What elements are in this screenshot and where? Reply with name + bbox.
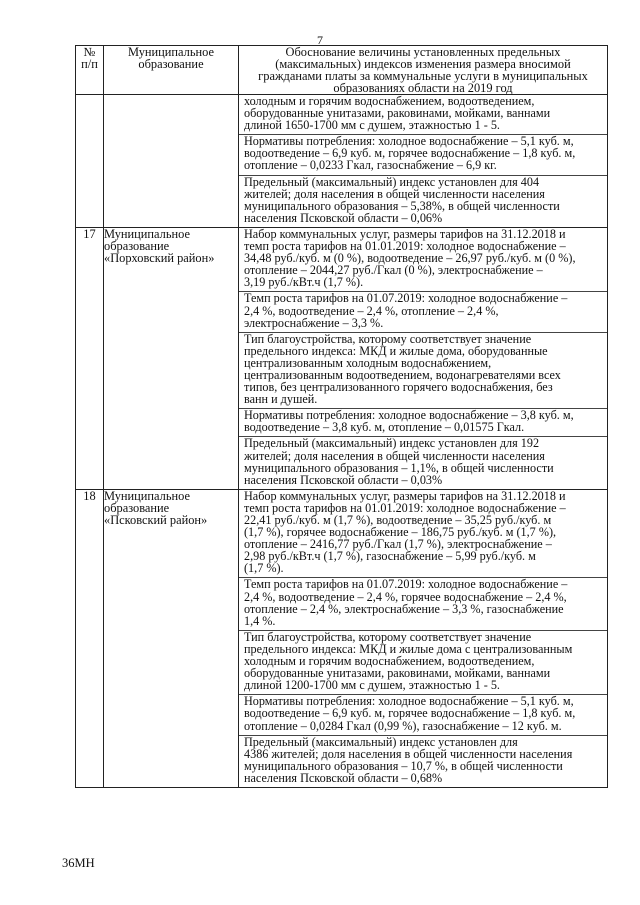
basis-paragraph: Нормативы потребления: холодное водоснабжение – 5,1 куб. м, водоотведение – 6,9 куб. м, горячее водоснабжение – 1,8 куб. м, отопление – 0,0233 Гкал, газоснабжение – 6,9 кг. (239, 135, 607, 175)
basis-paragraph: Темп роста тарифов на 01.07.2019: холодное водоснабжение – 2,4 %, водоотведение – 2,4 %, отопление – 2,4 %, электроснабжение – 3,3 %. (239, 292, 607, 332)
row-number: 17 (76, 227, 104, 489)
header-municipality: Муниципальное образование (104, 46, 239, 95)
header-basis: Обоснование величины установленных предельных (максимальных) индексов изменения размера вносимой гражданами платы за коммунальные услуги в муниципальных образованиях области на 2019 год (239, 46, 608, 95)
row-number: 18 (76, 489, 104, 787)
table-row-continuation (76, 95, 608, 228)
row-number-cell (76, 95, 104, 228)
basis-paragraph: Набор коммунальных услуг, размеры тарифов на 31.12.2018 и темп роста тарифов на 01.01.2019: холодное водоснабжение – 34,48 руб./куб. м (0 %), водоотведение – 26,97 руб./куб. м (0 %), отопление – 2044,27 руб./Гкал (0 %), электроснабжение – 3,19 руб./кВт.ч (1,7 %). (239, 228, 607, 292)
basis-paragraph: Нормативы потребления: холодное водоснабжение – 3,8 куб. м, водоотведение – 3,8 куб. м, отопление – 0,01575 Гкал. (239, 409, 607, 437)
basis-paragraph: Предельный (максимальный) индекс установлен для 404 жителей; доля населения в общей численности населения муниципального образования – 5,38%, в общей численности населения Псковской области – 0,06% (244, 174, 560, 225)
table-row-17 (76, 227, 608, 489)
table-header-row (76, 46, 608, 95)
basis-paragraph: Тип благоустройства, которому соответствует значение предельного индекса: МКД и жилые дома, оборудованные централизованным холодным водоснабжением, централизованным водоотведением, водонагревателями всех типов, без централизованного горячего водоснабжения, без ванн и душей. (239, 333, 607, 410)
footer-code: 36МН (62, 856, 95, 870)
header-number: № п/п (76, 46, 104, 95)
basis-paragraph: Предельный (максимальный) индекс установлен для 4386 жителей; доля населения в общей численности населения муниципального образования – 10,7 %, в общей численности населения Псковской области – 0,68% (244, 734, 573, 785)
basis-cell (239, 227, 608, 489)
basis-cell (239, 95, 608, 228)
page-number: 7 (317, 33, 323, 47)
basis-paragraph: Нормативы потребления: холодное водоснабжение – 5,1 куб. м, водоотведение – 6,9 куб. м, горячее водоснабжение – 1,8 куб. м, отопление – 0,0284 Гкал (0,99 %), газоснабжение – 12 куб. м. (239, 695, 607, 735)
basis-cell (239, 489, 608, 787)
table-row-18 (76, 489, 608, 787)
municipality-name: Муниципальное образование «Псковский район» (104, 489, 239, 787)
basis-paragraph: Темп роста тарифов на 01.07.2019: холодное водоснабжение – 2,4 %, водоотведение – 2,4 %, горячее водоснабжение – 2,4 %, отопление – 2,4 %, электроснабжение – 3,3 %, газоснабжение 1,4 %. (239, 578, 607, 630)
basis-paragraph: Набор коммунальных услуг, размеры тарифов на 31.12.2018 и темп роста тарифов на 01.01.2019: холодное водоснабжение – 22,41 руб./куб. м (1,7 %), водоотведение – 35,25 руб./куб. м (1,7 %), горячее водоснабжение – 186,75 руб./куб. м (1,7 %), отопление – 2416,77 руб./Гкал (1,7 %), электроснабжение – 2,98 руб./кВт.ч (1,7 %), газоснабжение – 5,99 руб./куб. м (1,7 %). (239, 490, 607, 579)
municipality-cell (104, 95, 239, 228)
basis-paragraph: Предельный (максимальный) индекс установлен для 192 жителей; доля населения в общей численности населения муниципального образования – 1,1%, в общей численности населения Псковской области – 0,03% (244, 436, 554, 487)
tariff-index-table (75, 45, 608, 788)
basis-paragraph: Тип благоустройства, которому соответствует значение предельного индекса: МКД и жилые дома с централизованным холодным и горячим водоснабжением, водоотведением, оборудованные унитазами, раковинами, мойками, ваннами длиной 1200-1700 мм с душем, этажностью 1 - 5. (239, 631, 607, 695)
municipality-name: Муниципальное образование «Порховский район» (104, 227, 239, 489)
basis-paragraph: холодным и горячим водоснабжением, водоотведением, оборудованные унитазами, раковинами, мойками, ваннами длиной 1650-1700 мм с душем, этажностью 1 - 5. (239, 95, 607, 135)
